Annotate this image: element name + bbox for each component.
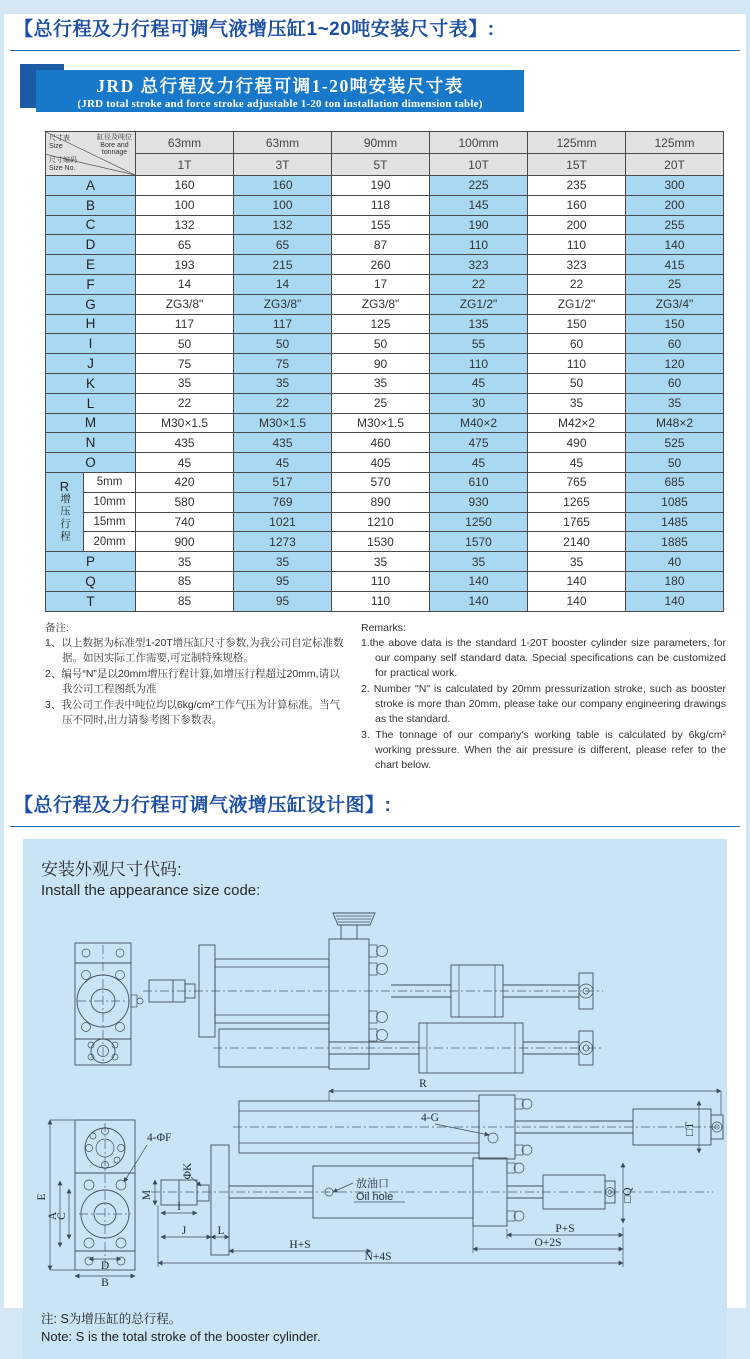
table-cell: ZG3/8"	[332, 294, 430, 314]
table-cell: 740	[136, 512, 234, 532]
notes-section	[45, 621, 726, 774]
table-row	[46, 492, 724, 512]
note-item-cn: 1、以上数据为标准型1-20T增压缸尺寸参数,为我公司自定标准数据。如因实际工作需要,可定制特殊规格。	[45, 637, 344, 665]
table-cell: 110	[332, 571, 430, 591]
table-cell: 50	[626, 453, 724, 473]
table-row	[46, 512, 724, 532]
table-row	[46, 453, 724, 473]
table-cell: 35	[430, 552, 528, 572]
table-row	[46, 413, 724, 433]
table-cell: 140	[528, 571, 626, 591]
dim-label-m: M	[141, 1189, 153, 1200]
table-row	[46, 354, 724, 374]
table-cell: 300	[626, 176, 724, 196]
dim-label-a: A	[47, 1211, 59, 1220]
table-cell: 1485	[626, 512, 724, 532]
table-cell: 155	[332, 215, 430, 235]
table-cell: ZG1/2"	[528, 294, 626, 314]
note-item-en: 3. The tonnage of our company's working table is calculated by 6kg/cm² working pressure. When the air pressure is different, please refer to the chart below.	[361, 728, 726, 771]
table-cell: 35	[528, 393, 626, 413]
table-cell: 420	[136, 472, 234, 492]
dim-label-e: E	[36, 1193, 48, 1201]
table-cell: 225	[430, 176, 528, 196]
table-row	[46, 215, 724, 235]
note-item-en: 2. Number "N" is calculated by 20mm pressurization stroke, such as booster stroke is more than 20mm, please take our company engineering drawings as the standard.	[361, 683, 726, 725]
table-cell: 110	[528, 354, 626, 374]
front-view-plate	[75, 943, 143, 1065]
table-cell: 35	[234, 373, 332, 393]
table-cell: 145	[430, 195, 528, 215]
table-cell: 1570	[430, 532, 528, 552]
note-item-cn: 3、我公司工作表中吨位均以6kg/cm²工作气压为计算标准。当气压不同时,出力请参考图下参数表。	[45, 699, 341, 726]
section2-divider	[10, 826, 740, 827]
table-cell: 475	[430, 433, 528, 453]
dim-label-d: D	[100, 1259, 110, 1272]
table-cell: 110	[430, 235, 528, 255]
table-cell: 260	[332, 255, 430, 275]
bore-header-cell: 63mm	[234, 132, 332, 154]
table-cell: ZG3/8"	[234, 294, 332, 314]
table-cell: 110	[430, 354, 528, 374]
oil-hole-label-en: Oil hole	[356, 1190, 394, 1203]
row-label: I	[46, 334, 136, 354]
side-view-dimensioned	[158, 1078, 723, 1267]
r-sub-label: 20mm	[84, 532, 136, 552]
table-cell: 517	[234, 472, 332, 492]
banner-title-cn: JRD 总行程及力行程可调1-20吨安装尺寸表	[96, 76, 464, 96]
table-cell: 180	[626, 571, 724, 591]
table-cell: 1265	[528, 492, 626, 512]
corner-size-table-label: 尺寸表 Size	[49, 135, 70, 150]
table-cell: 50	[332, 334, 430, 354]
page	[4, 14, 746, 1344]
dim-label-j: J	[181, 1224, 187, 1237]
r-group-vertical-label: 增压行程	[59, 492, 71, 543]
table-cell: 35	[234, 552, 332, 572]
table-cell: 14	[234, 274, 332, 294]
dim-label-4-phi-f: 4-ΦF	[147, 1131, 172, 1144]
table-cell: 1085	[626, 492, 724, 512]
tonnage-header-cell: 15T	[528, 154, 626, 176]
table-cell: 405	[332, 453, 430, 473]
table-row	[46, 532, 724, 552]
table-cell: 120	[626, 354, 724, 374]
table-cell: 150	[626, 314, 724, 334]
table-cell: 215	[234, 255, 332, 275]
table-cell: 570	[332, 472, 430, 492]
table-row	[46, 393, 724, 413]
dim-label-square-q: □Q	[622, 1186, 634, 1203]
table-cell: 14	[136, 274, 234, 294]
bore-header-cell: 63mm	[136, 132, 234, 154]
table-cell: ZG3/4"	[626, 294, 724, 314]
row-label: E	[46, 255, 136, 275]
bore-header-cell: 125mm	[626, 132, 724, 154]
table-cell: 35	[136, 373, 234, 393]
corner-size-no-label: 尺寸编码 Size No.	[49, 157, 77, 172]
table-row	[46, 571, 724, 591]
table-cell: 769	[234, 492, 332, 512]
table-corner-cell	[46, 132, 136, 176]
row-label: Q	[46, 571, 136, 591]
table-cell: 65	[136, 235, 234, 255]
table-row	[46, 334, 724, 354]
table-cell: 132	[136, 215, 234, 235]
table-cell: 35	[332, 552, 430, 572]
table-cell: 160	[528, 195, 626, 215]
row-label: D	[46, 235, 136, 255]
corner-bore-tonnage-label: 缸径及吨位 Bore and tonnage	[97, 134, 132, 156]
banner-title-box	[36, 70, 524, 112]
row-label: O	[46, 453, 136, 473]
tonnage-header-cell: 3T	[234, 154, 332, 176]
table-cell: 50	[234, 334, 332, 354]
table-cell: 25	[626, 274, 724, 294]
table-cell: 35	[626, 393, 724, 413]
table-cell: 75	[234, 354, 332, 374]
table-row	[46, 176, 724, 196]
notes-cn-title: 备注:	[45, 621, 69, 634]
table-cell: 190	[430, 215, 528, 235]
table-cell: 200	[626, 195, 724, 215]
table-cell: 525	[626, 433, 724, 453]
table-cell: 1273	[234, 532, 332, 552]
table-cell: 90	[332, 354, 430, 374]
table-header-row-tonnage	[46, 154, 724, 176]
row-label: C	[46, 215, 136, 235]
table-cell: 117	[136, 314, 234, 334]
dim-label-r: R	[419, 1077, 427, 1090]
dim-label-phi-k: ΦK	[182, 1162, 194, 1179]
table-cell: M30×1.5	[136, 413, 234, 433]
table-cell: 135	[430, 314, 528, 334]
dim-label-h-plus-s: H+S	[289, 1238, 311, 1251]
dim-label-l: L	[217, 1224, 225, 1237]
table-cell: 490	[528, 433, 626, 453]
bore-header-cell: 125mm	[528, 132, 626, 154]
table-cell: 87	[332, 235, 430, 255]
r-group-letter: R	[59, 478, 70, 494]
table-cell: M42×2	[528, 413, 626, 433]
table-header-row-bore	[46, 132, 724, 154]
row-label: N	[46, 433, 136, 453]
table-cell: 50	[136, 334, 234, 354]
table-cell: 200	[528, 215, 626, 235]
table-cell: 140	[528, 591, 626, 611]
table-cell: 1885	[626, 532, 724, 552]
banner-title-en: (JRD total stroke and force stroke adjustable 1-20 ton installation dimension table)	[77, 98, 483, 110]
dim-label-i: I	[177, 1200, 181, 1213]
table-cell: 110	[528, 235, 626, 255]
cylinder-technical-drawing	[23, 905, 727, 1307]
table-cell: 900	[136, 532, 234, 552]
table-cell: 460	[332, 433, 430, 453]
table-cell: 35	[136, 552, 234, 572]
table-cell: 85	[136, 571, 234, 591]
table-cell: 685	[626, 472, 724, 492]
table-cell: 30	[430, 393, 528, 413]
section2-title: 【总行程及力行程可调气液增压缸设计图】:	[14, 794, 392, 816]
drawing-note-cn: 注: S为增压缸的总行程。	[41, 1311, 182, 1326]
table-cell: 100	[136, 195, 234, 215]
install-code-title-en: Install the appearance size code:	[41, 881, 261, 899]
table-cell: 1530	[332, 532, 430, 552]
tonnage-header-cell: 10T	[430, 154, 528, 176]
table-cell: M30×1.5	[234, 413, 332, 433]
table-cell: 45	[430, 373, 528, 393]
table-cell: 132	[234, 215, 332, 235]
table-cell: 160	[234, 176, 332, 196]
tonnage-header-cell: 5T	[332, 154, 430, 176]
row-label: A	[46, 176, 136, 196]
table-cell: 45	[136, 453, 234, 473]
table-cell: 610	[430, 472, 528, 492]
table-cell: 255	[626, 215, 724, 235]
side-view-assembly-top	[143, 913, 603, 1069]
table-cell: 765	[528, 472, 626, 492]
row-label: G	[46, 294, 136, 314]
table-cell: 125	[332, 314, 430, 334]
row-label: J	[46, 354, 136, 374]
dim-label-c: C	[56, 1211, 68, 1220]
table-cell: 22	[528, 274, 626, 294]
table-cell: 1250	[430, 512, 528, 532]
table-cell: 580	[136, 492, 234, 512]
table-cell: 160	[136, 176, 234, 196]
row-label: T	[46, 591, 136, 611]
table-row	[46, 294, 724, 314]
row-label: F	[46, 274, 136, 294]
table-cell: 95	[234, 591, 332, 611]
table-cell: 140	[626, 235, 724, 255]
row-label: K	[46, 373, 136, 393]
table-cell: 85	[136, 591, 234, 611]
table-cell: 22	[136, 393, 234, 413]
r-sub-label: 10mm	[84, 492, 136, 512]
table-cell: 45	[234, 453, 332, 473]
table-cell: 40	[626, 552, 724, 572]
notes-en-title: Remarks:	[361, 621, 406, 634]
section1-divider	[10, 50, 740, 51]
table-row	[46, 314, 724, 334]
note-item-en: 1.the above data is the standard 1-20T booster cylinder size parameters, for our company self standard data. Special specifications can be customized for practical work.	[361, 637, 726, 680]
tonnage-header-cell: 1T	[136, 154, 234, 176]
table-cell: 65	[234, 235, 332, 255]
drawing-note-en: Note: S is the total stroke of the booster cylinder.	[41, 1328, 321, 1344]
table-cell: M48×2	[626, 413, 724, 433]
table-row	[46, 552, 724, 572]
table-cell: 35	[528, 552, 626, 572]
table-cell: 118	[332, 195, 430, 215]
table-cell: M40×2	[430, 413, 528, 433]
table-cell: 150	[528, 314, 626, 334]
table-banner	[4, 63, 746, 121]
notes-english	[361, 621, 726, 774]
table-cell: 25	[332, 393, 430, 413]
table-cell: 22	[430, 274, 528, 294]
table-row	[46, 591, 724, 611]
row-label: M	[46, 413, 136, 433]
table-cell: 17	[332, 274, 430, 294]
dim-label-square-t: □T	[684, 1121, 696, 1136]
r-group-label	[46, 472, 84, 551]
table-cell: 45	[430, 453, 528, 473]
table-cell: 435	[234, 433, 332, 453]
table-cell: 55	[430, 334, 528, 354]
table-cell: 415	[626, 255, 724, 275]
table-cell: 75	[136, 354, 234, 374]
table-cell: 140	[430, 571, 528, 591]
bore-header-cell: 100mm	[430, 132, 528, 154]
table-cell: 140	[430, 591, 528, 611]
table-cell: 60	[528, 334, 626, 354]
table-cell: 1765	[528, 512, 626, 532]
table-cell: 22	[234, 393, 332, 413]
table-cell: 193	[136, 255, 234, 275]
row-label: L	[46, 393, 136, 413]
dim-label-n-plus-4s: N+4S	[364, 1250, 392, 1263]
table-cell: 235	[528, 176, 626, 196]
table-row	[46, 373, 724, 393]
dim-label-b: B	[101, 1276, 109, 1289]
row-label: P	[46, 552, 136, 572]
install-code-title-cn: 安装外观尺寸代码:	[41, 859, 182, 879]
table-cell: 1210	[332, 512, 430, 532]
table-cell: 35	[332, 373, 430, 393]
table-cell: ZG1/2"	[430, 294, 528, 314]
r-sub-label: 15mm	[84, 512, 136, 532]
table-cell: 435	[136, 433, 234, 453]
table-row	[46, 235, 724, 255]
table-cell: 190	[332, 176, 430, 196]
front-view-dimensioned	[36, 1120, 171, 1289]
table-cell: 45	[528, 453, 626, 473]
dim-label-4-g: 4-G	[421, 1111, 439, 1124]
dimension-table	[45, 131, 724, 612]
table-cell: 95	[234, 571, 332, 591]
dim-label-o-plus-2s: O+2S	[534, 1236, 562, 1249]
table-cell: 60	[626, 373, 724, 393]
note-item-cn: 2、编号“N”是以20mm增压行程计算,如增压行程超过20mm,请以我公司工程图纸为准	[45, 668, 340, 696]
oil-hole-label-cn: 放油口	[356, 1177, 389, 1190]
row-label: H	[46, 314, 136, 334]
table-cell: 323	[528, 255, 626, 275]
table-cell: 117	[234, 314, 332, 334]
bore-header-cell: 90mm	[332, 132, 430, 154]
design-drawing-box	[23, 839, 727, 1359]
table-cell: 2140	[528, 532, 626, 552]
table-cell: 890	[332, 492, 430, 512]
table-cell: 1021	[234, 512, 332, 532]
table-cell: ZG3/8"	[136, 294, 234, 314]
table-cell: 140	[626, 591, 724, 611]
table-row	[46, 255, 724, 275]
dim-label-p-plus-s: P+S	[555, 1222, 575, 1235]
table-row	[46, 433, 724, 453]
table-row	[46, 274, 724, 294]
table-row	[46, 195, 724, 215]
tonnage-header-cell: 20T	[626, 154, 724, 176]
row-label: B	[46, 195, 136, 215]
table-cell: 930	[430, 492, 528, 512]
table-cell: 50	[528, 373, 626, 393]
table-cell: 60	[626, 334, 724, 354]
section1-title: 【总行程及力行程可调气液增压缸1~20吨安装尺寸表】:	[14, 19, 495, 40]
table-cell: 323	[430, 255, 528, 275]
table-cell: 110	[332, 591, 430, 611]
r-sub-label: 5mm	[84, 472, 136, 492]
notes-chinese	[45, 621, 345, 774]
table-cell: M30×1.5	[332, 413, 430, 433]
table-row	[46, 472, 724, 492]
table-cell: 100	[234, 195, 332, 215]
